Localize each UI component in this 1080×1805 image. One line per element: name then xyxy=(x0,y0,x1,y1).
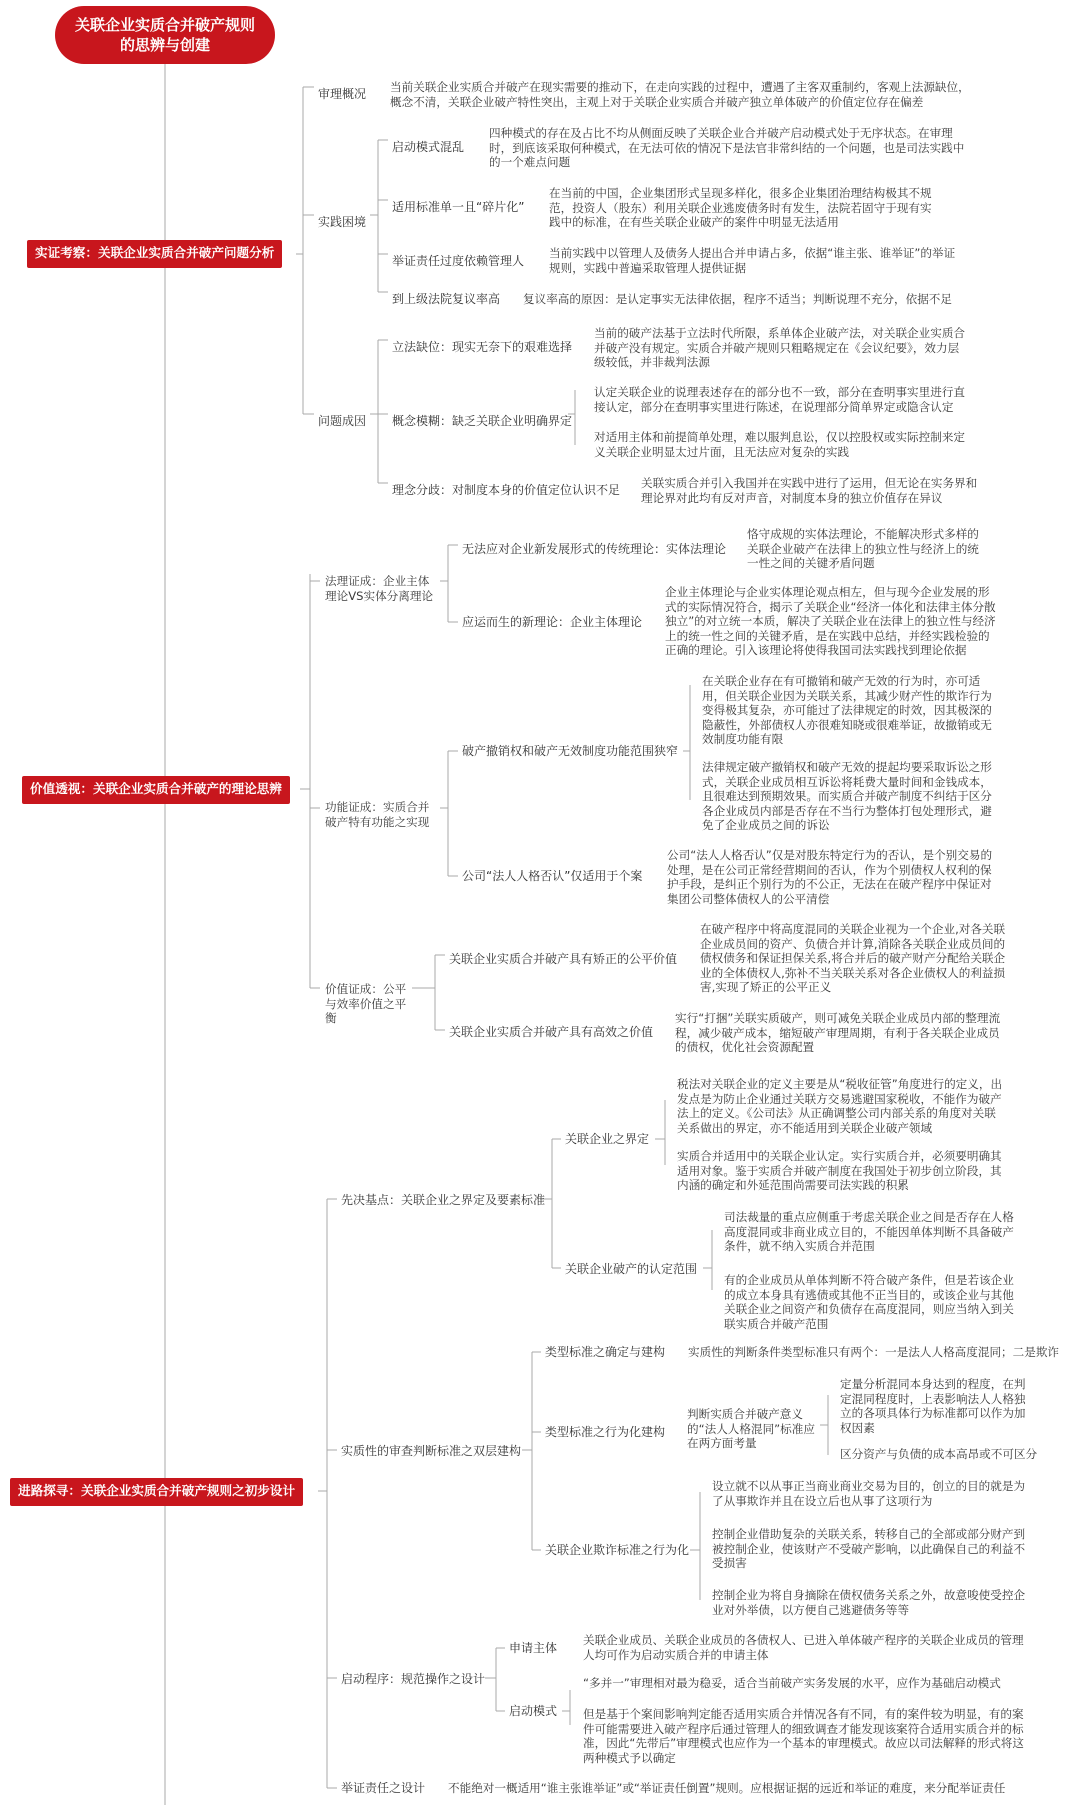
s3-premise-item-2: 关联企业破产的认定范围 xyxy=(565,1262,698,1276)
s1-review-text: 当前关联企业实质合并破产在现实需要的推动下，在走向实践的过程中，遭遇了主客双重制约，客观上法源缺位，概念不清，关联企业破产特性突出，主观上对于关联企业实质合并破产独立单体破产的价值定位存在偏差 xyxy=(390,80,970,109)
root-title: 关联企业实质合并破产规则的思辨与创建 xyxy=(55,6,275,64)
s1-practice-item-1: 启动模式混乱 xyxy=(392,140,465,154)
s1-causes-item-3: 理念分歧：对制度本身的价值定位认识不足 xyxy=(392,483,621,497)
s3-burden-text: 不能绝对一概适用“谁主张谁举证”或“举证责任倒置”规则。应根据证据的远近和举证的难度，来分配举证责任 xyxy=(448,1781,1006,1795)
s3-premise-item-1-text-2: 实质合并适用中的关联企业认定。实行实质合并，必须要明确其适用对象。鉴于实质合并破产制度在我国处于初步创立阶段，其内涵的确定和外延范围尚需要司法实践的积累 xyxy=(677,1149,1002,1192)
s2-value-item-2: 关联企业实质合并破产具有高效之价值 xyxy=(449,1025,654,1039)
s2-function-item-1-text-2: 法律规定破产撤销权和破产无效的提起均要采取诉讼之形式，关联企业成员相互诉讼将耗费大量时间和金钱成本，且很难达到预期效果。而实质合并破产制度不纠结于区分各企业成员内部是否存在不当行为整体打包处理形式，避免了企业成员之间的诉讼 xyxy=(702,760,992,832)
s1-practice-item-2-text: 在当前的中国，企业集团形式呈现多样化，很多企业集团治理结构极其不规范，投资人（股东）利用关联企业逃废债务时有发生，法院若固守于现有实践中的标准，在有些关联企业破产的案件中明显无法适用 xyxy=(549,186,932,229)
s3-standard-label: 实质性的审查判断标准之双层建构 xyxy=(341,1444,522,1458)
s3-procedure-item-2-text-1: “多并一”审理相对最为稳妥，适合当前破产实务发展的水平，应作为基础启动模式 xyxy=(583,1676,1001,1690)
section-3-node: 进路探寻：关联企业实质合并破产规则之初步设计 xyxy=(10,1478,303,1506)
s1-practice-item-4: 到上级法院复议率高 xyxy=(392,292,501,306)
s2-legal-item-1-text: 恪守成规的实体法理论，不能解决形式多样的关联企业破产在法律上的独立性与经济上的统一性之间的关键矛盾问题 xyxy=(747,527,979,570)
s1-causes-item-1-text: 当前的破产法基于立法时代所限，系单体企业破产法，对关联企业实质合并破产没有规定。实质合并破产规则只粗略规定在《会议纪要》，效力层级较低，并非裁判法源 xyxy=(594,326,966,369)
s1-practice-item-2: 适用标准单一且“碎片化” xyxy=(392,200,525,214)
s1-review-label: 审理概况 xyxy=(318,87,367,101)
s1-practice-item-3: 举证责任过度依赖管理人 xyxy=(392,254,525,268)
s3-procedure-item-2-text-2: 但是基于个案间影响判定能否适用实质合并情况各有不同，有的案件较为明显，有的案件可能需要进入破产程序后通过管理人的细致调查才能发现该案符合适用实质合并的标准，因此“先带后”审理模式也应作为一个基本的审理模式。故应以司法解释的形式将这两种模式予以确定 xyxy=(583,1707,1024,1765)
s3-premise-item-2-text-1: 司法裁量的重点应侧重于考虑关联企业之间是否存在人格高度混同或非商业成立目的，不能因单体判断不具备破产条件，就不纳入实质合并范围 xyxy=(724,1210,1014,1253)
s1-causes-item-2: 概念模糊：缺乏关联企业明确界定 xyxy=(392,414,573,428)
s1-practice-item-3-text: 当前实践中以管理人及债务人提出合并申请占多，依据“谁主张、谁举证”的举证规则，实践中普遍采取管理人提供证据 xyxy=(549,246,956,275)
s3-premise-item-2-text-2: 有的企业成员从单体判断不符合破产条件，但是若该企业的成立本身具有逃债或其他不正当目的，或该企业与其他关联企业之间资产和负债存在高度混同，则应当纳入到关联实质合并破产范围 xyxy=(724,1273,1014,1331)
section-2-node: 价值透视：关联企业实质合并破产的理论思辨 xyxy=(22,776,290,804)
s3-procedure-label: 启动程序：规范操作之设计 xyxy=(341,1672,486,1686)
s2-value-item-1: 关联企业实质合并破产具有矫正的公平价值 xyxy=(449,952,678,966)
s1-practice-label: 实践困境 xyxy=(318,215,367,229)
s3-standard-item-2-text-1: 定量分析混同本身达到的程度，在判定混同程度时，上表影响法人人格独立的各项具体行为标准都可以作为加权因素 xyxy=(840,1377,1026,1435)
s2-value-label: 价值证成：公平与效率价值之平衡 xyxy=(325,982,407,1025)
s3-standard-item-2: 类型标准之行为化建构 xyxy=(545,1425,666,1439)
s3-procedure-item-2: 启动模式 xyxy=(509,1704,558,1718)
s2-legal-item-1: 无法应对企业新发展形式的传统理论：实体法理论 xyxy=(462,542,727,556)
s2-value-item-1-text: 在破产程序中将高度混同的关联企业视为一个企业,对各关联企业成员间的资产、负债合并计算,消除各关联企业成员间的债权债务和保证担保关系,将合并后的破产财产分配给关联企业的全体债权人,弥补不当关联关系对各企业债权人的利益损害,实现了矫正的公平正义 xyxy=(700,922,1006,994)
s3-standard-item-2-mid: 判断实质合并破产意义的“法人人格混同”标准应在两方面考量 xyxy=(687,1407,815,1450)
s1-causes-label: 问题成因 xyxy=(318,414,367,428)
s2-function-item-1: 破产撤销权和破产无效制度功能范围狭窄 xyxy=(462,744,679,758)
s2-legal-item-2-text: 企业主体理论与企业实体理论观点相左，但与现今企业发展的形式的实际情况符合，揭示了关联企业“经济一体化和法律主体分散独立”的对立统一本质，解决了关联企业在法律上的独立性与经济上的统一性之间的关键矛盾，是在实践中总结，并经实践检验的正确的理论。引入该理论将使得我国司法实践找到理论依据 xyxy=(665,585,996,657)
s2-legal-item-2: 应运而生的新理论：企业主体理论 xyxy=(462,615,643,629)
s2-function-item-1-text-1: 在关联企业存在有可撤销和破产无效的行为时，亦可适用，但关联企业因为关联关系，其减少财产性的欺诈行为变得极其复杂，亦可能过了法律规定的时效，因其极深的隐蔽性，外部债权人亦很难知晓或很难举证，故撤销或无效制度功能有限 xyxy=(702,674,992,746)
s2-function-label: 功能证成：实质合并破产特有功能之实现 xyxy=(325,800,430,829)
s3-premise-item-1-text-1: 税法对关联企业的定义主要是从“税收征管”角度进行的定义，出发点是为防止企业通过关联方交易逃避国家税收，不能作为破产法上的定义。《公司法》从正确调整公司内部关系的角度对关联关系做出的界定，亦不能适用到关联企业破产领域 xyxy=(677,1077,1003,1135)
s3-procedure-item-1-text: 关联企业成员、关联企业成员的各债权人、已进入单体破产程序的关联企业成员的管理人均可作为启动实质合并的申请主体 xyxy=(583,1633,1024,1662)
s1-causes-item-1: 立法缺位：现实无奈下的艰难选择 xyxy=(392,340,573,354)
s3-standard-item-1: 类型标准之确定与建构 xyxy=(545,1345,666,1359)
s3-premise-label: 先决基点：关联企业之界定及要素标准 xyxy=(341,1193,546,1207)
s3-standard-item-3-text-1: 设立就不以从事正当商业商业交易为目的，创立的目的就是为了从事欺诈并且在设立后也从事了这项行为 xyxy=(712,1479,1026,1508)
s3-burden-label: 举证责任之设计 xyxy=(341,1781,426,1795)
s2-function-item-2-text: 公司“法人人格否认”仅是对股东特定行为的否认，是个别交易的处理，是在公司正常经营期间的否认，作为个别债权人权利的保护手段，是纠正个别行为的不公正，无法在在破产程序中保证对集团公司整体债权人的公平清偿 xyxy=(667,848,993,906)
s3-standard-item-2-text-2: 区分资产与负债的成本高昂或不可区分 xyxy=(840,1447,1038,1461)
s3-standard-item-3-text-2: 控制企业借助复杂的关联关系，转移自己的全部或部分财产到被控制企业，使该财产不受破产影响，以此确保自己的利益不受损害 xyxy=(712,1527,1026,1570)
s1-practice-item-4-text: 复议率高的原因：是认定事实无法律依据，程序不适当；判断说理不充分，依据不足 xyxy=(523,292,952,306)
s3-premise-item-1: 关联企业之界定 xyxy=(565,1132,650,1146)
s1-causes-item-2-text-1: 认定关联企业的说理表述存在的部分也不一致，部分在查明事实里进行直接认定，部分在查明事实里进行陈述，在说理部分简单界定或隐含认定 xyxy=(594,385,966,414)
s2-value-item-2-text: 实行“打捆”关联实质破产，则可减免关联企业成员内部的整理流程，减少破产成本，缩短破产审理周期，有利于各关联企业成员的债权，优化社会资源配置 xyxy=(675,1011,1001,1054)
section-1-node: 实证考察：关联企业实质合并破产问题分析 xyxy=(27,240,282,268)
s1-causes-item-3-text: 关联实质合并引入我国并在实践中进行了运用，但无论在实务界和理论界对此均有反对声音，对制度本身的独立价值存在异议 xyxy=(641,476,978,505)
s3-standard-item-3: 关联企业欺诈标准之行为化 xyxy=(545,1543,690,1557)
s1-causes-item-2-text-2: 对适用主体和前提简单处理，难以服判息讼，仅以控股权或实际控制来定义关联企业明显太过片面，且无法应对复杂的实践 xyxy=(594,430,966,459)
s2-function-item-2: 公司“法人人格否认”仅适用于个案 xyxy=(462,869,643,883)
s3-standard-item-3-text-3: 控制企业为将自身摘除在债权债务关系之外，故意唆使受控企业对外举债，以方便自己逃避债务等等 xyxy=(712,1588,1026,1617)
s3-procedure-item-1: 申请主体 xyxy=(509,1641,558,1655)
s3-standard-item-1-text: 实质性的判断条件类型标准只有两个：一是法人人格高度混同；二是欺诈 xyxy=(688,1345,1060,1359)
s2-legal-label: 法理证成：企业主体理论VS实体分离理论 xyxy=(325,574,434,603)
s1-practice-item-1-text: 四种模式的存在及占比不均从侧面反映了关联企业合并破产启动模式处于无序状态。在审理时，到底该采取何种模式，在无法可依的情况下是法官非常纠结的一个问题，也是司法实践中的一个难点问题 xyxy=(489,126,965,169)
